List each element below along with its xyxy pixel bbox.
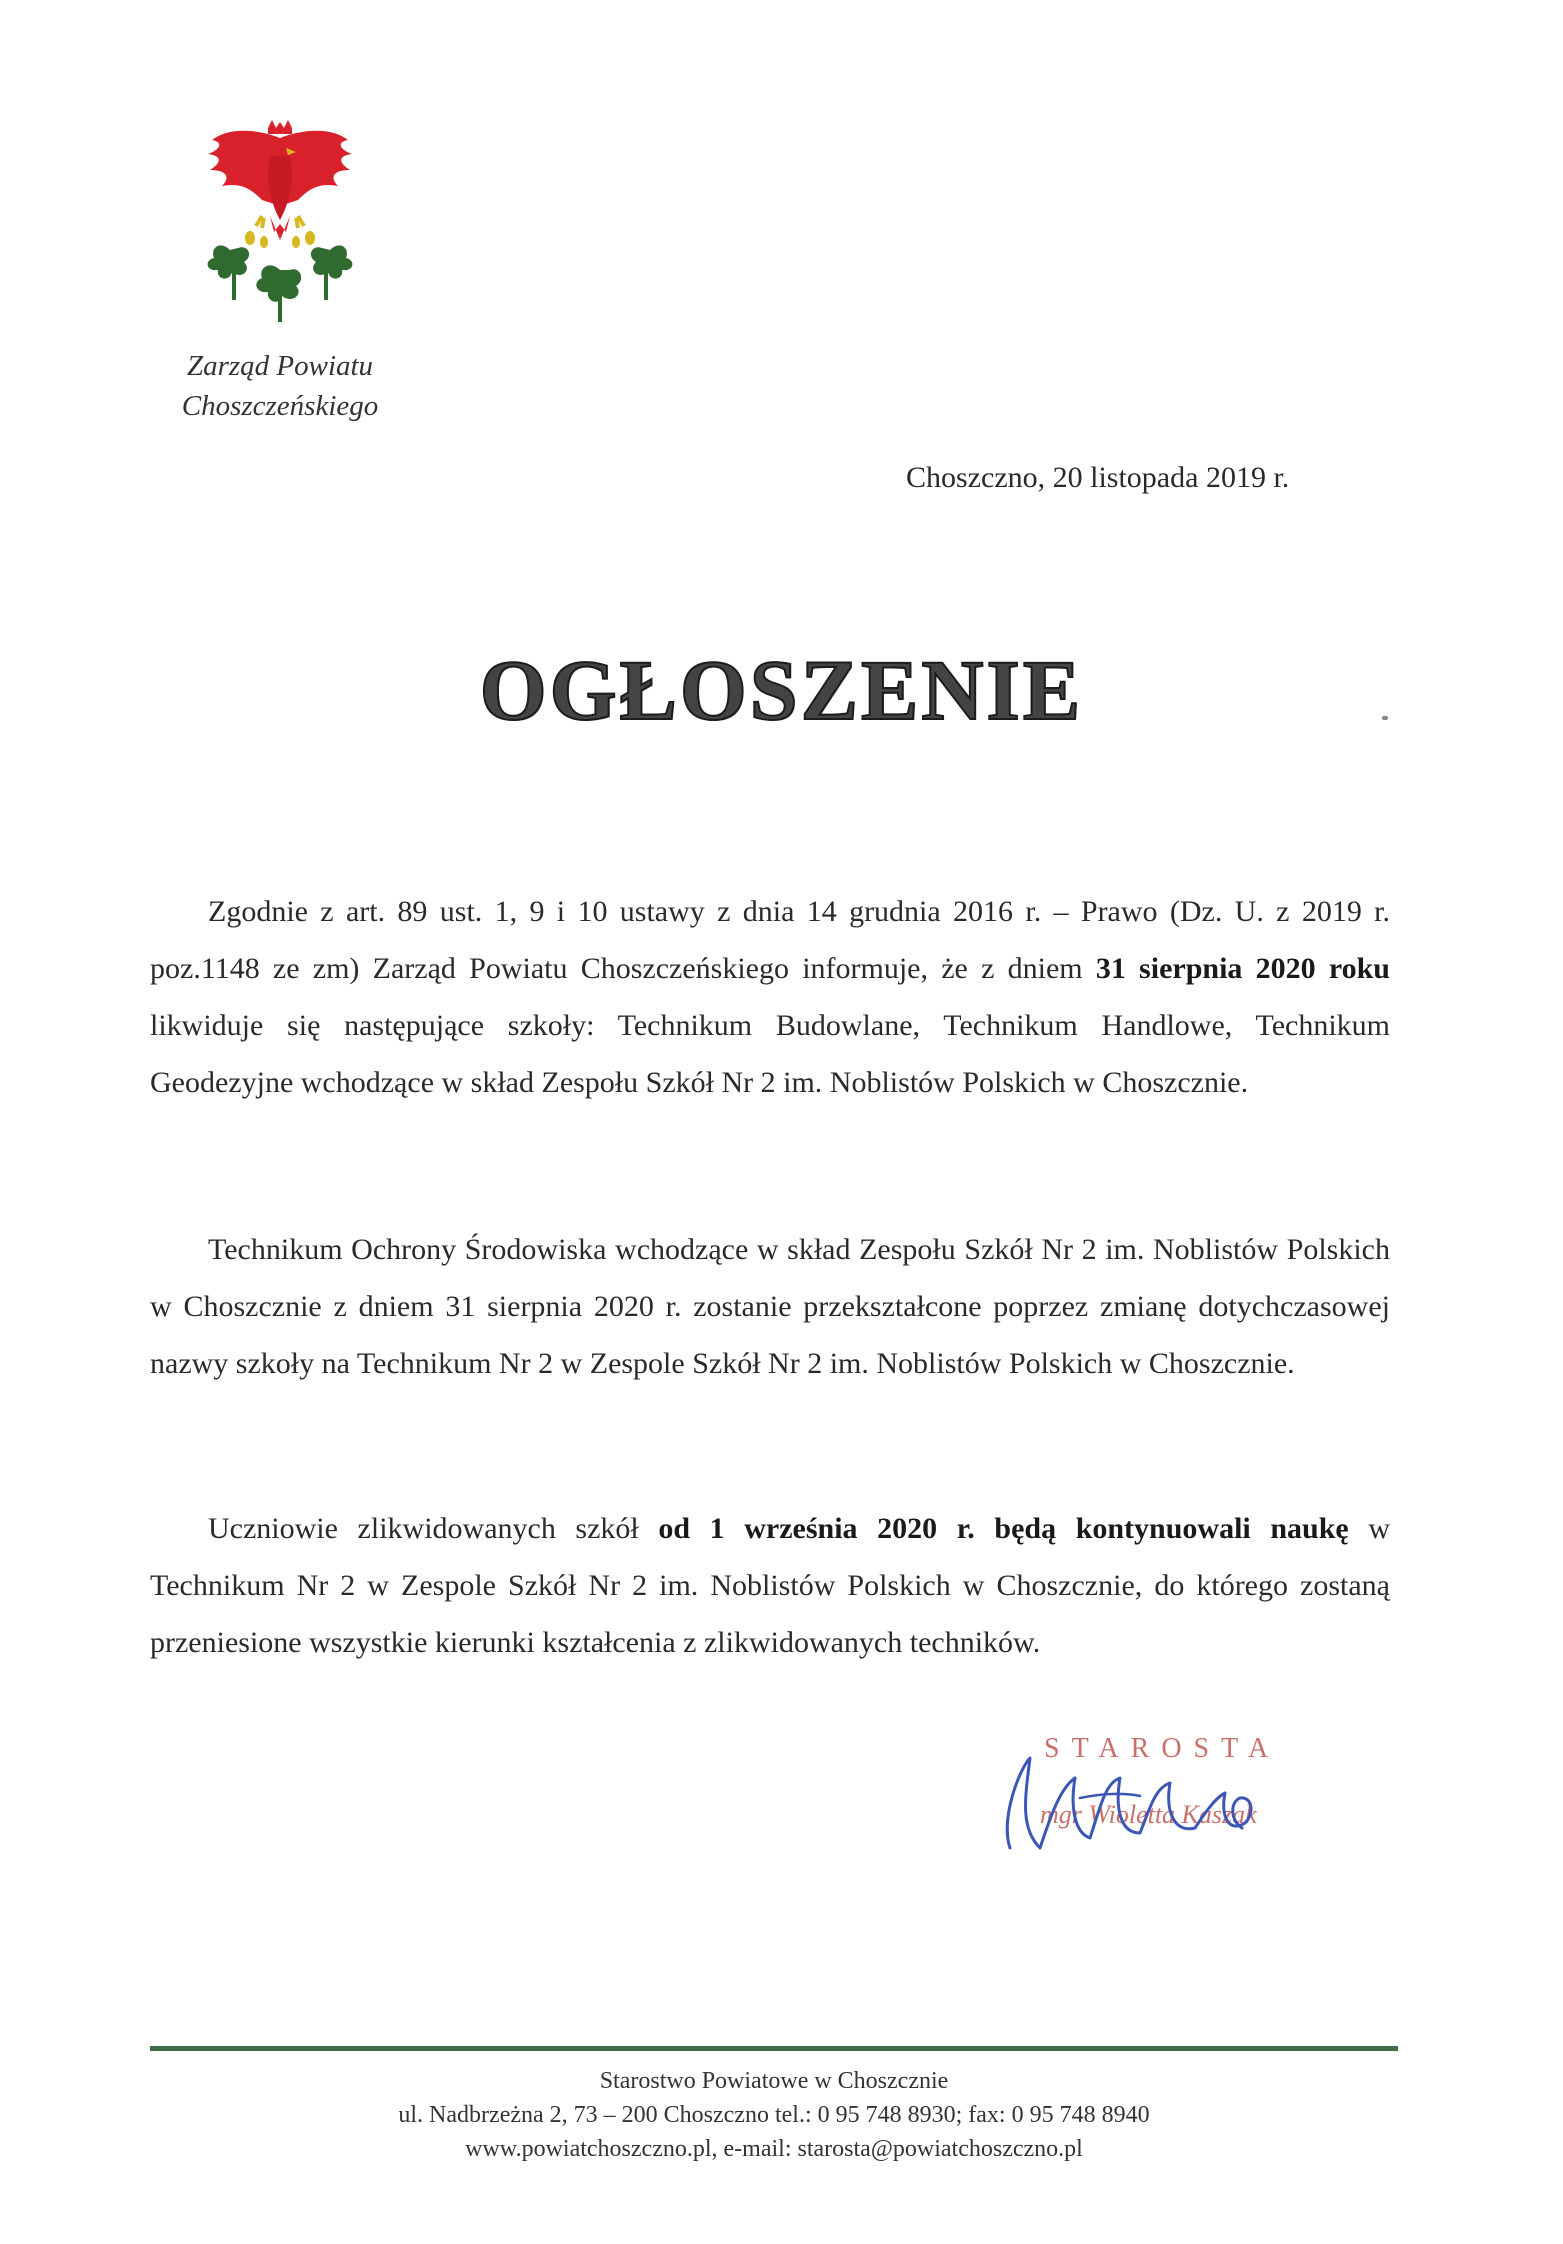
footer-divider bbox=[150, 2046, 1398, 2051]
paragraph-1 bbox=[150, 883, 1390, 1111]
footer bbox=[150, 2064, 1398, 2166]
footer-address: ul. Nadbrzeżna 2, 73 – 200 Choszczno tel.: 0 95 748 8930; fax: 0 95 748 8940 bbox=[398, 2102, 1150, 2128]
paragraph-3 bbox=[150, 1500, 1390, 1671]
stamp-name: mgr Wioletta Kaszak bbox=[1040, 1800, 1257, 1829]
footer-office: Starostwo Powiatowe w Choszcznie bbox=[599, 2068, 949, 2094]
document-title: OGŁOSZENIE bbox=[479, 642, 1084, 738]
county-coat-of-arms-icon bbox=[190, 120, 370, 325]
footer-contact: www.powiatchoszczno.pl, e-mail: starosta@powiatchoszczno.pl bbox=[465, 2136, 1083, 2162]
issuer-name bbox=[150, 346, 410, 426]
issuer-line-2: Choszczeńskiego bbox=[181, 390, 379, 422]
document-date: Choszczno, 20 listopada 2019 r. bbox=[906, 461, 1290, 494]
paragraph-1-text-b: likwiduje się następujące szkoły: Technikum Budowlane, Technikum Handlowe, Technikum Geodezyjne wchodzące w skład Zespołu Szkół Nr 2 im. Noblistów Polskich w Choszcznie. bbox=[150, 1009, 1390, 1099]
paragraph-3-text-a: Uczniowie zlikwidowanych szkół bbox=[208, 1512, 659, 1545]
paragraph-2-text: Technikum Ochrony Środowiska wchodzące w skład Zespołu Szkół Nr 2 im. Noblistów Polskich w Choszcznie z dniem 31 sierpnia 2020 r. zostanie przekształcone poprzez zmianę dotychczasowej nazwy szkoły na Technikum Nr 2 w Zespole Szkół Nr 2 im. Noblistów Polskich w Choszcznie. bbox=[150, 1233, 1390, 1380]
issuer-line-1: Zarząd Powiatu bbox=[186, 350, 374, 382]
stamp-title: STAROSTA bbox=[1044, 1733, 1281, 1764]
paragraph-3-text-b: w Technikum Nr 2 w Zespole Szkół Nr 2 im. Noblistów Polskich w Choszcznie, do którego zostaną przeniesione wszystkie kierunki kształcenia z zlikwidowanych techników. bbox=[150, 1512, 1390, 1659]
scan-speck bbox=[1382, 716, 1388, 720]
paragraph-1-text-a: Zgodnie z art. 89 ust. 1, 9 i 10 ustawy z dnia 14 grudnia 2016 r. – Prawo (Dz. U. z 2019 r. poz.1148 ze zm) Zarząd Powiatu Choszczeńskiego informuje, że z dniem bbox=[150, 895, 1390, 985]
paragraph-1-bold: 31 sierpnia 2020 roku bbox=[1095, 952, 1390, 985]
handwritten-signature-icon bbox=[980, 1728, 1280, 1868]
paragraph-2 bbox=[150, 1221, 1390, 1392]
paragraph-3-bold: od 1 września 2020 r. będą kontynuowali naukę bbox=[658, 1512, 1349, 1545]
